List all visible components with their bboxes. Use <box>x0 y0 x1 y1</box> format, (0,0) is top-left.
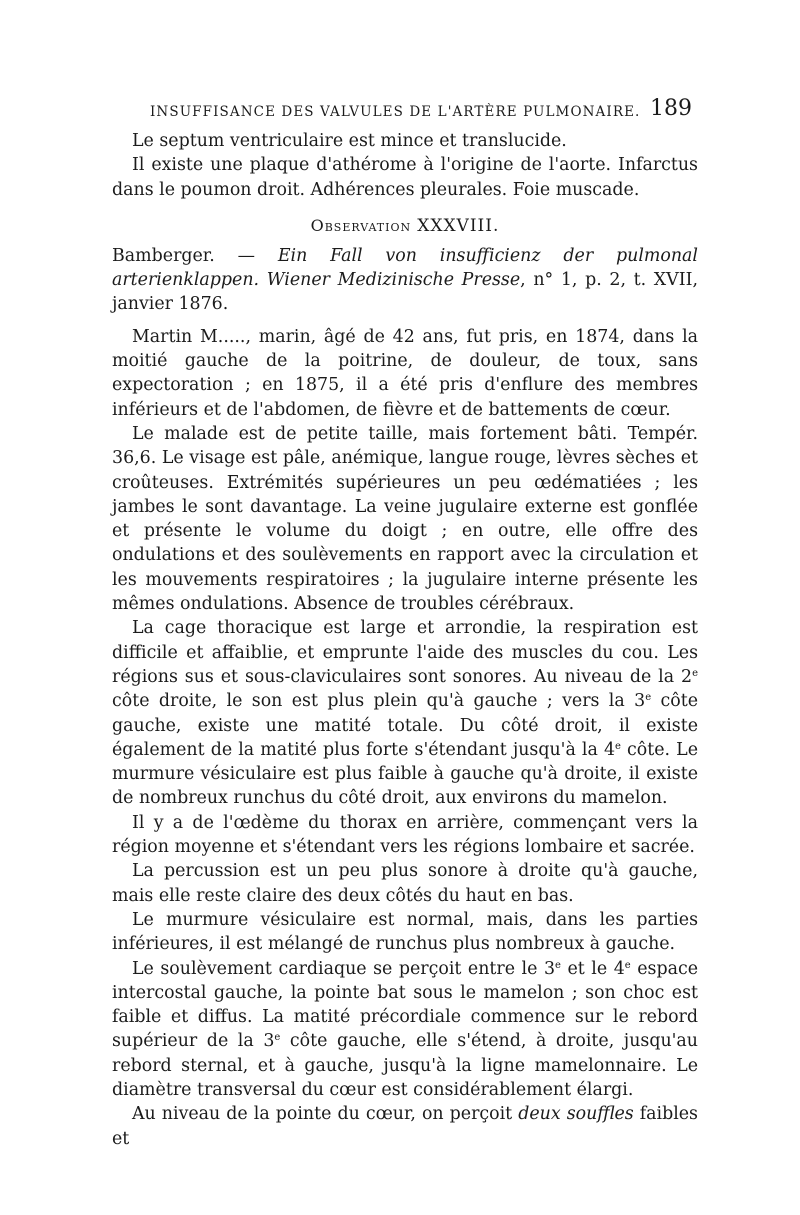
text-segment: Le soulèvement cardiaque se perçoit entre le 3 <box>132 958 556 979</box>
book-page <box>112 95 698 1151</box>
running-header <box>112 95 698 129</box>
bibliographic-reference <box>112 244 698 317</box>
text-segment: côte. Le murmure vésiculaire est plus faible à gauche qu'à droite, il existe de nombreux runchus du côté droit, aux environs du mamelon. <box>112 739 698 809</box>
paragraph-percussion: La percussion est un peu plus sonore à droite qu'à gauche, mais elle reste claire des deux côtés du haut en bas. <box>112 861 698 906</box>
reference-title: Ein Fall von insufficienz der pulmonal arterienklappen. Wiener Medizinische Presse <box>112 245 698 291</box>
reference-author: Bamberger. — <box>112 245 278 266</box>
paragraph-exam: Le malade est de petite taille, mais fortement bâti. Tempér. 36,6. Le visage est pâle, anémique, langue rouge, lèvres sèches et croûteuses. Extrémités supérieures un peu œdématiées ; les jambes le sont davantage. La veine jugulaire externe est gonflée et présente le volume du doigt ; en outre, elle offre des ondulations et des soulèvements en rapport avec la circulation et les mouvements respiratoires ; la jugulaire interne présente les mêmes ondulations. Absence de troubles cérébraux. <box>112 423 698 615</box>
superscript: e <box>615 740 621 752</box>
paragraph-septum: Le septum ventriculaire est mince et translucide. <box>132 131 567 151</box>
running-title: INSUFFISANCE DES VALVULES DE L'ARTÈRE PULMONAIRE. <box>150 104 641 120</box>
paragraph-souffles <box>112 1102 698 1151</box>
paragraph-oedeme: Il y a de l'œdème du thorax en arrière, commençant vers la région moyenne et s'étendant vers les régions lombaire et sacrée. <box>112 812 698 858</box>
text-segment: La cage thoracique est large et arrondie, la respiration est difficile et affaiblie, et emprunte l'aide des muscles du cou. Les régions sus et sous-claviculaires sont sonores. Au niveau de la 2 <box>112 618 698 687</box>
superscript: e <box>692 667 698 679</box>
text-segment: espace intercostal gauche, la pointe bat sous le mamelon ; son choc est faible et diffus. La matité précordiale commence sur le rebord supérieur de la 3 <box>112 958 698 1052</box>
reference-details: , n° 1, p. 2, t. XVII, janvier 1876. <box>112 270 698 315</box>
text-segment: côte gauche, elle s'étend, à droite, jusqu'au rebord sternal, et à gauche, jusqu'à la ligne mamelonnaire. Le diamètre transversal du cœur est considérablement élargi. <box>112 1031 698 1100</box>
text-segment: côte droite, le son est plus plein qu'à gauche ; vers la 3 <box>112 691 646 712</box>
superscript: e <box>274 1032 281 1044</box>
paragraph-cardiac <box>112 957 698 1103</box>
superscript: e <box>624 959 631 971</box>
text-segment: faibles et <box>112 1104 698 1149</box>
paragraph-history: Martin M....., marin, âgé de 42 ans, fut pris, en 1874, dans la moitié gauche de la poitrine, de douleur, de toux, sans expectoration ; en 1875, il a été pris d'enflure des membres inférieurs et de l'abdomen, de fièvre et de battements de cœur. <box>112 326 698 420</box>
text-segment: et le 4 <box>560 958 625 979</box>
paragraph-murmure: Le murmure vésiculaire est normal, mais, dans les parties inférieures, il est mélangé de runchus plus nombreux à gauche. <box>112 909 698 955</box>
text-segment: côte gauche, existe une matité totale. Du côté droit, il existe également de la matité plus forte s'étendant jusqu'à la 4 <box>112 691 698 760</box>
superscript: e <box>555 959 561 971</box>
superscript: e <box>645 692 652 704</box>
text-segment: Au niveau de la pointe du cœur, on perçoit <box>132 1104 519 1125</box>
observation-heading <box>112 216 698 236</box>
observation-label: Observation <box>310 215 412 235</box>
emphasis: deux souffles <box>518 1104 634 1125</box>
observation-number: XXXVIII. <box>417 215 500 236</box>
paragraph-atherome: Il existe une plaque d'athérome à l'origine de l'aorte. Infarctus dans le poumon droit. Adhérences pleurales. Foie muscade. <box>112 155 698 200</box>
page-number: 189 <box>650 96 692 121</box>
paragraph-thorax <box>112 616 698 810</box>
